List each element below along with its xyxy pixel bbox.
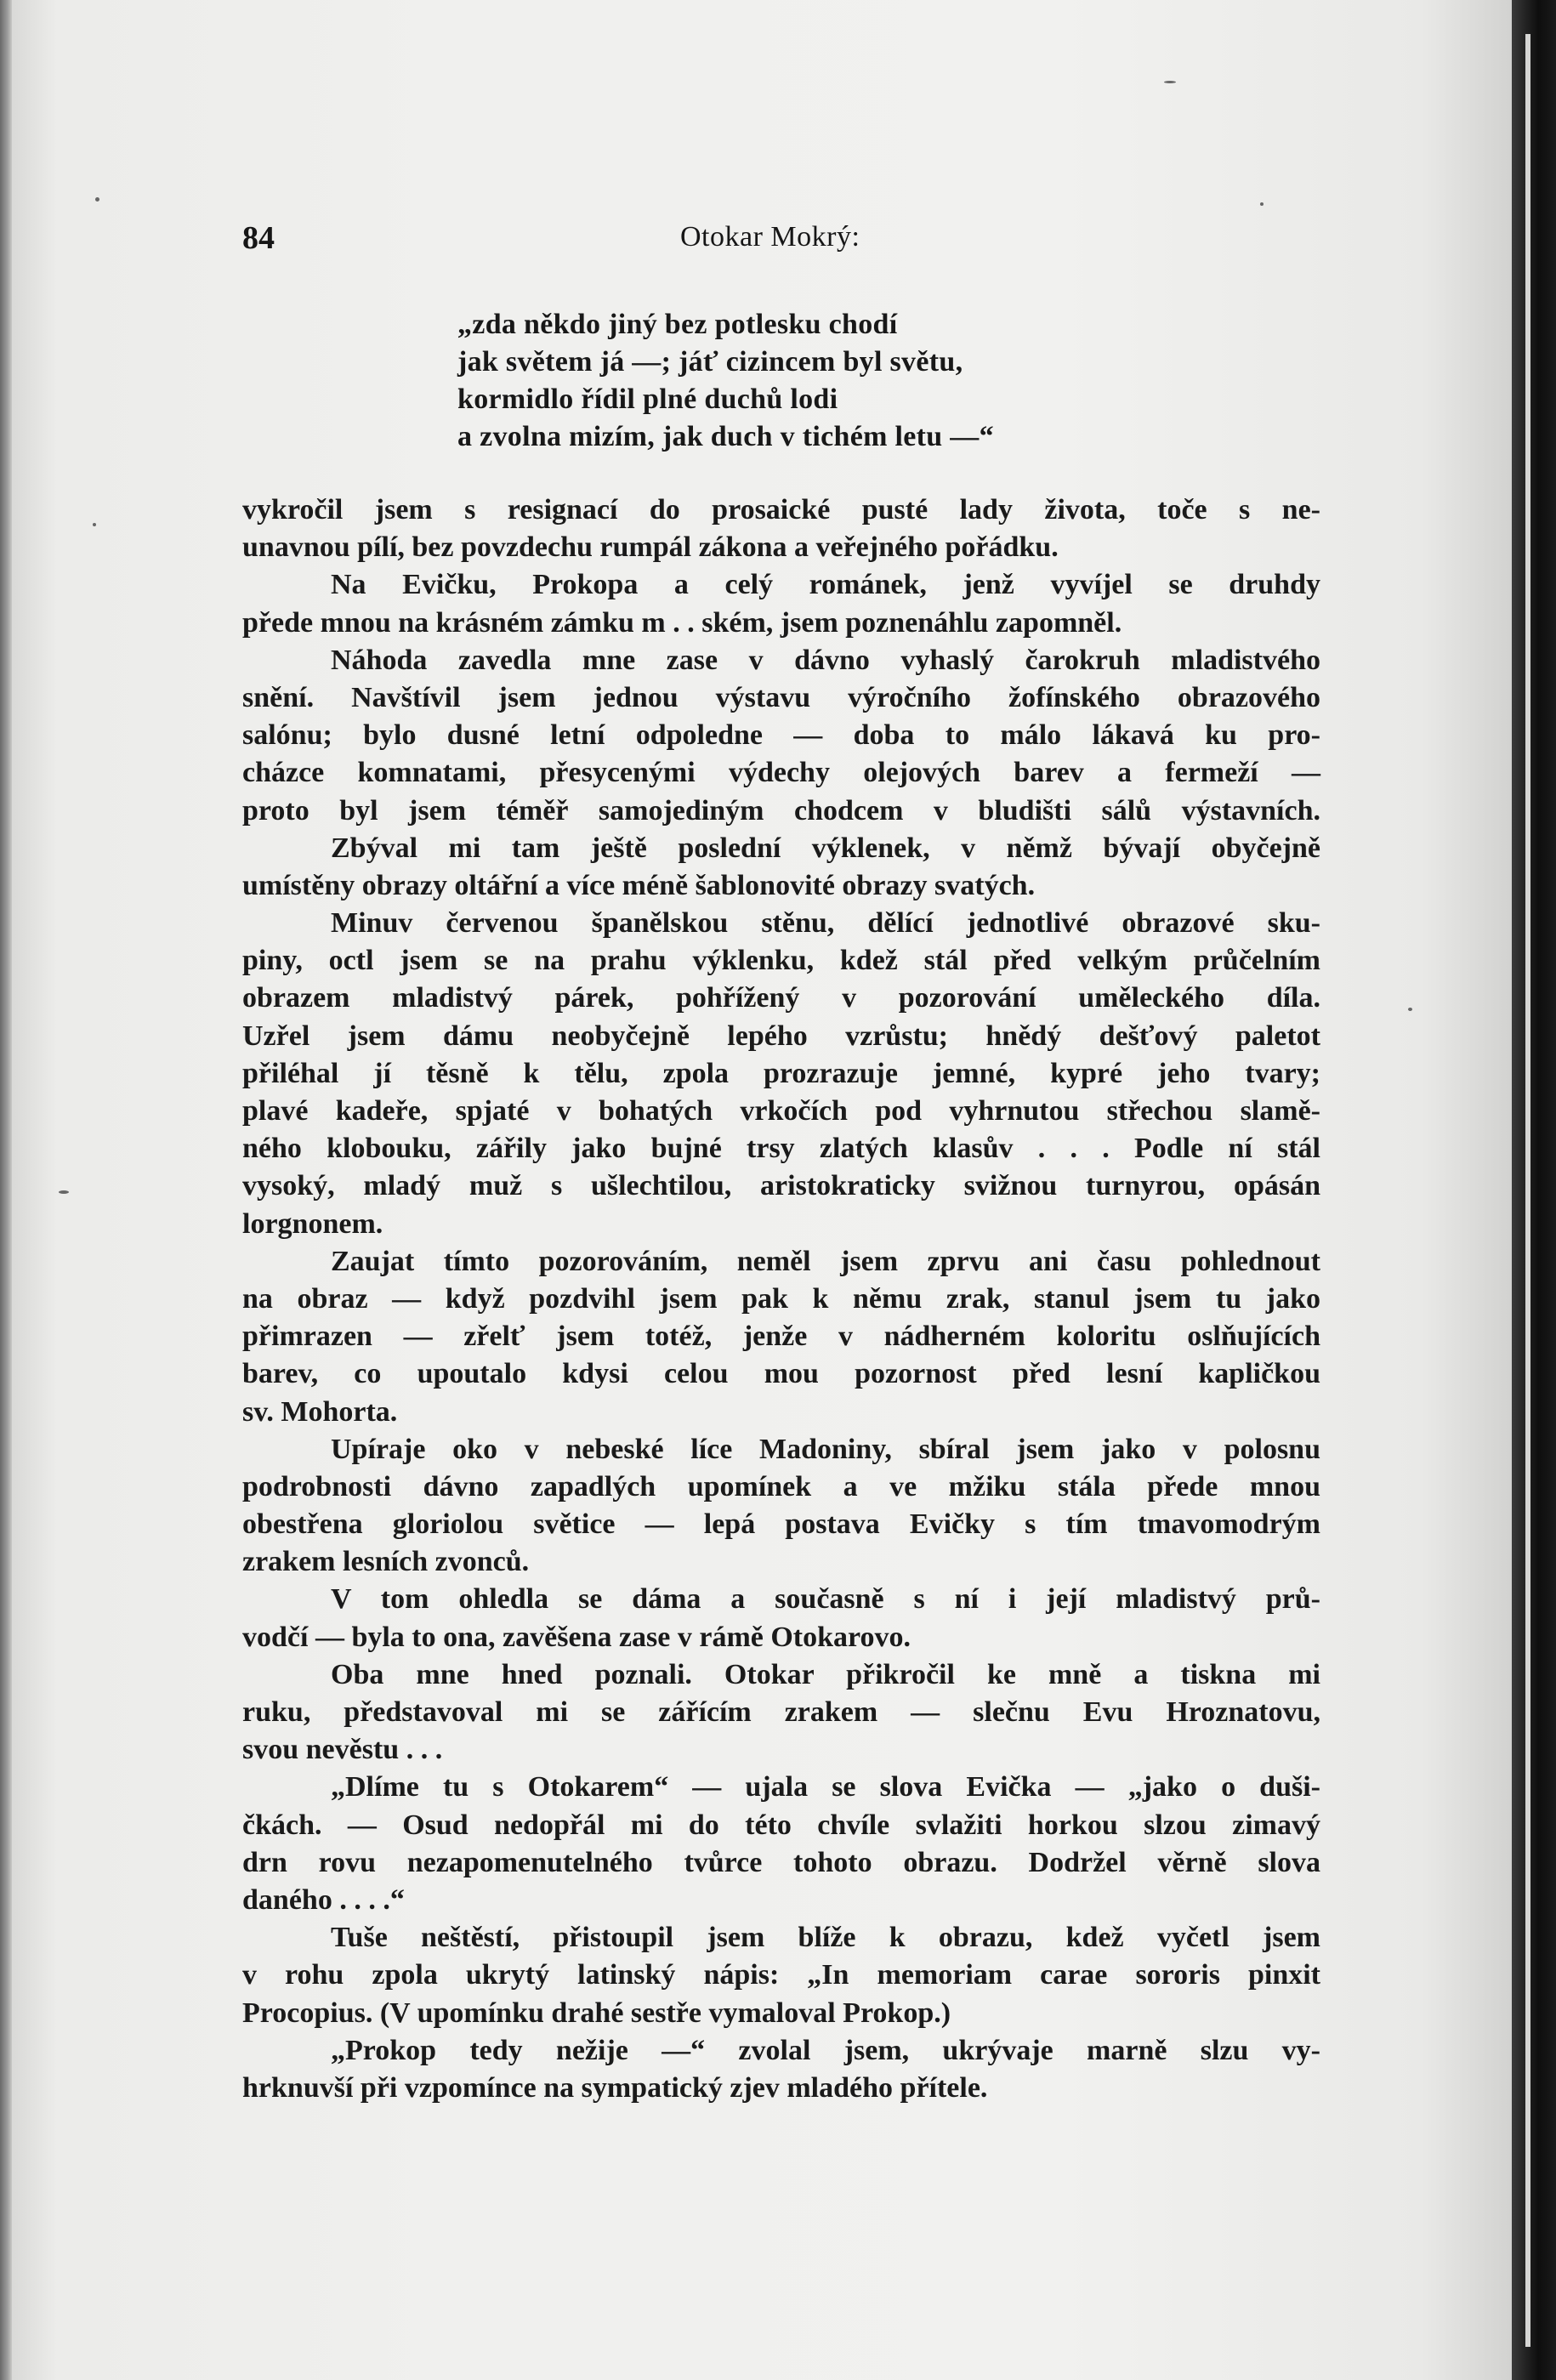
text-line: Na Evičku, Prokopa a celý románek, jenž vyvíjel se druhdy xyxy=(331,569,1320,601)
text-line: plavé kadeře, spjaté v bohatých vrkočích pod vyhrnutou střechou slamě- xyxy=(242,1095,1320,1127)
text-line: „Dlíme tu s Otokarem“ — ujala se slova Evička — „jako o duši- xyxy=(331,1771,1320,1803)
text-line: podrobnosti dávno zapadlých upomínek a ve mžiku stála přede mnou xyxy=(242,1470,1320,1502)
text-line: přiléhal jí těsně k tělu, zpola prozrazuje jemné, kypré jeho tvary; xyxy=(242,1057,1320,1089)
text-line: vykročil jsem s resignací do prosaické pusté lady života, toče s ne- xyxy=(242,494,1320,525)
body-text xyxy=(242,491,1320,2107)
text-line: proto byl jsem téměř samojediným chodcem v bludišti sálů výstavních. xyxy=(242,794,1320,826)
ink-speck xyxy=(95,197,99,202)
text-line: Náhoda zavedla mne zase v dávno vyhaslý čarokruh mladistvého xyxy=(331,644,1320,676)
ink-speck xyxy=(1164,81,1176,83)
text-line: ruku, představoval mi se zářícím zrakem — slečnu Evu Hroznatovu, xyxy=(242,1696,1320,1728)
text-line: lorgnonem. xyxy=(242,1207,383,1240)
binding-shadow xyxy=(1512,0,1556,2380)
page-edge-left xyxy=(0,0,12,2380)
text-line: čkách. — Osud nedopřál mi do této chvíle svlažiti horkou slzou zimavý xyxy=(242,1809,1320,1841)
text-line: přimrazen — zřelť jsem totéž, jenže v nádherném koloritu oslňujících xyxy=(242,1321,1320,1353)
text-line: přede mnou na krásném zámku m . . ském, jsem poznenáhlu zapomněl. xyxy=(242,606,1122,639)
text-line: Minuv červenou španělskou stěnu, dělící jednotlivé obrazové sku- xyxy=(331,907,1320,940)
text-line: daného . . . .“ xyxy=(242,1883,405,1916)
text-line: snění. Navštívil jsem jednou výstavu výročního žofínského obrazového xyxy=(242,681,1320,713)
text-line: Uzřel jsem dámu neobyčejně lepého vzrůstu; hnědý dešťový paletot xyxy=(242,1020,1320,1052)
text-line: v rohu zpola ukrytý latinský nápis: „In memoriam carae sororis pinxit xyxy=(242,1959,1320,1991)
text-line: umístěny obrazy oltářní a více méně šablonovité obrazy svatých. xyxy=(242,869,1036,901)
text-line: svou nevěstu . . . xyxy=(242,1734,443,1766)
text-line: Tuše neštěstí, přistoupil jsem blíže k obrazu, kdež vyčetl jsem xyxy=(331,1922,1320,1954)
verse-line: kormidlo řídil plné duchů lodi xyxy=(457,383,838,415)
verse-line: a zvolna mizím, jak duch v tichém letu —“ xyxy=(457,421,994,452)
text-line: na obraz — když pozdvihl jsem pak k němu zrak, stanul jsem tu jako xyxy=(242,1282,1320,1315)
text-line: ného klobouku, zářily jako bujné trsy zlatých klasův . . . Podle ní stál xyxy=(242,1133,1320,1165)
ink-speck xyxy=(1408,1008,1412,1011)
text-line: piny, octl jsem se na prahu výklenku, kdež stál před velkým průčelním xyxy=(242,945,1320,977)
text-line: vysoký, mladý muž s ušlechtilou, aristokraticky svižnou turnyrou, opásán xyxy=(242,1170,1320,1202)
text-line: Procopius. (V upomínku drahé sestře vymaloval Prokop.) xyxy=(242,1997,951,2029)
verse-line: jak světem já —; jáť cizincem byl světu, xyxy=(457,346,963,378)
running-head: Otokar Mokrý: xyxy=(680,221,860,253)
text-line: Zbýval mi tam ještě poslední výklenek, v němž bývají obyčejně xyxy=(331,832,1320,864)
text-line: barev, co upoutalo kdysi celou mou pozornost před lesní kapličkou xyxy=(242,1358,1320,1390)
text-line: Upíraje oko v nebeské líce Madoniny, sbíral jsem jako v polosnu xyxy=(331,1433,1320,1465)
text-line: obestřena gloriolou světice — lepá postava Evičky s tím tmavomodrým xyxy=(242,1508,1320,1541)
text-line: salónu; bylo dusné letní odpoledne — doba to málo lákavá ku pro- xyxy=(242,719,1320,752)
text-line: V tom ohledla se dáma a současně s ní i její mladistvý prů- xyxy=(331,1583,1320,1616)
page-number: 84 xyxy=(242,220,275,256)
text-line: drn rovu nezapomenutelného tvůrce tohoto obrazu. Dodržel věrně slova xyxy=(242,1846,1320,1878)
page-header xyxy=(242,219,1320,262)
text-line: obrazem mladistvý párek, pohřížený v pozorování uměleckého díla. xyxy=(242,982,1320,1014)
text-line: hrknuvší při vzpomínce na sympatický zjev mladého přítele. xyxy=(242,2071,988,2104)
next-page-edge xyxy=(1525,34,1530,2347)
text-line: Oba mne hned poznali. Otokar přikročil ke mně a tiskna mi xyxy=(331,1658,1320,1690)
text-line: cházce komnatami, přesycenými výdechy olejových barev a fermeží — xyxy=(242,757,1320,789)
text-line: Zaujat tímto pozorováním, neměl jsem zprvu ani času pohlednout xyxy=(331,1245,1320,1277)
text-line: unavnou pílí, bez povzdechu rumpál zákona a veřejného pořádku. xyxy=(242,531,1059,564)
verse-line: „zda někdo jiný bez potlesku chodí xyxy=(457,309,898,340)
text-line: zrakem lesních zvonců. xyxy=(242,1546,530,1578)
text-line: „Prokop tedy nežije —“ zvolal jsem, ukrývaje marně slzu vy- xyxy=(331,2034,1320,2066)
verse-quotation xyxy=(457,306,994,456)
ink-speck xyxy=(59,1190,69,1194)
ink-speck xyxy=(1260,202,1264,206)
ink-speck xyxy=(93,523,96,526)
text-line: sv. Mohorta. xyxy=(242,1395,398,1428)
text-line: vodčí — byla to ona, zavěšena zase v rámě Otokarovo. xyxy=(242,1621,911,1653)
